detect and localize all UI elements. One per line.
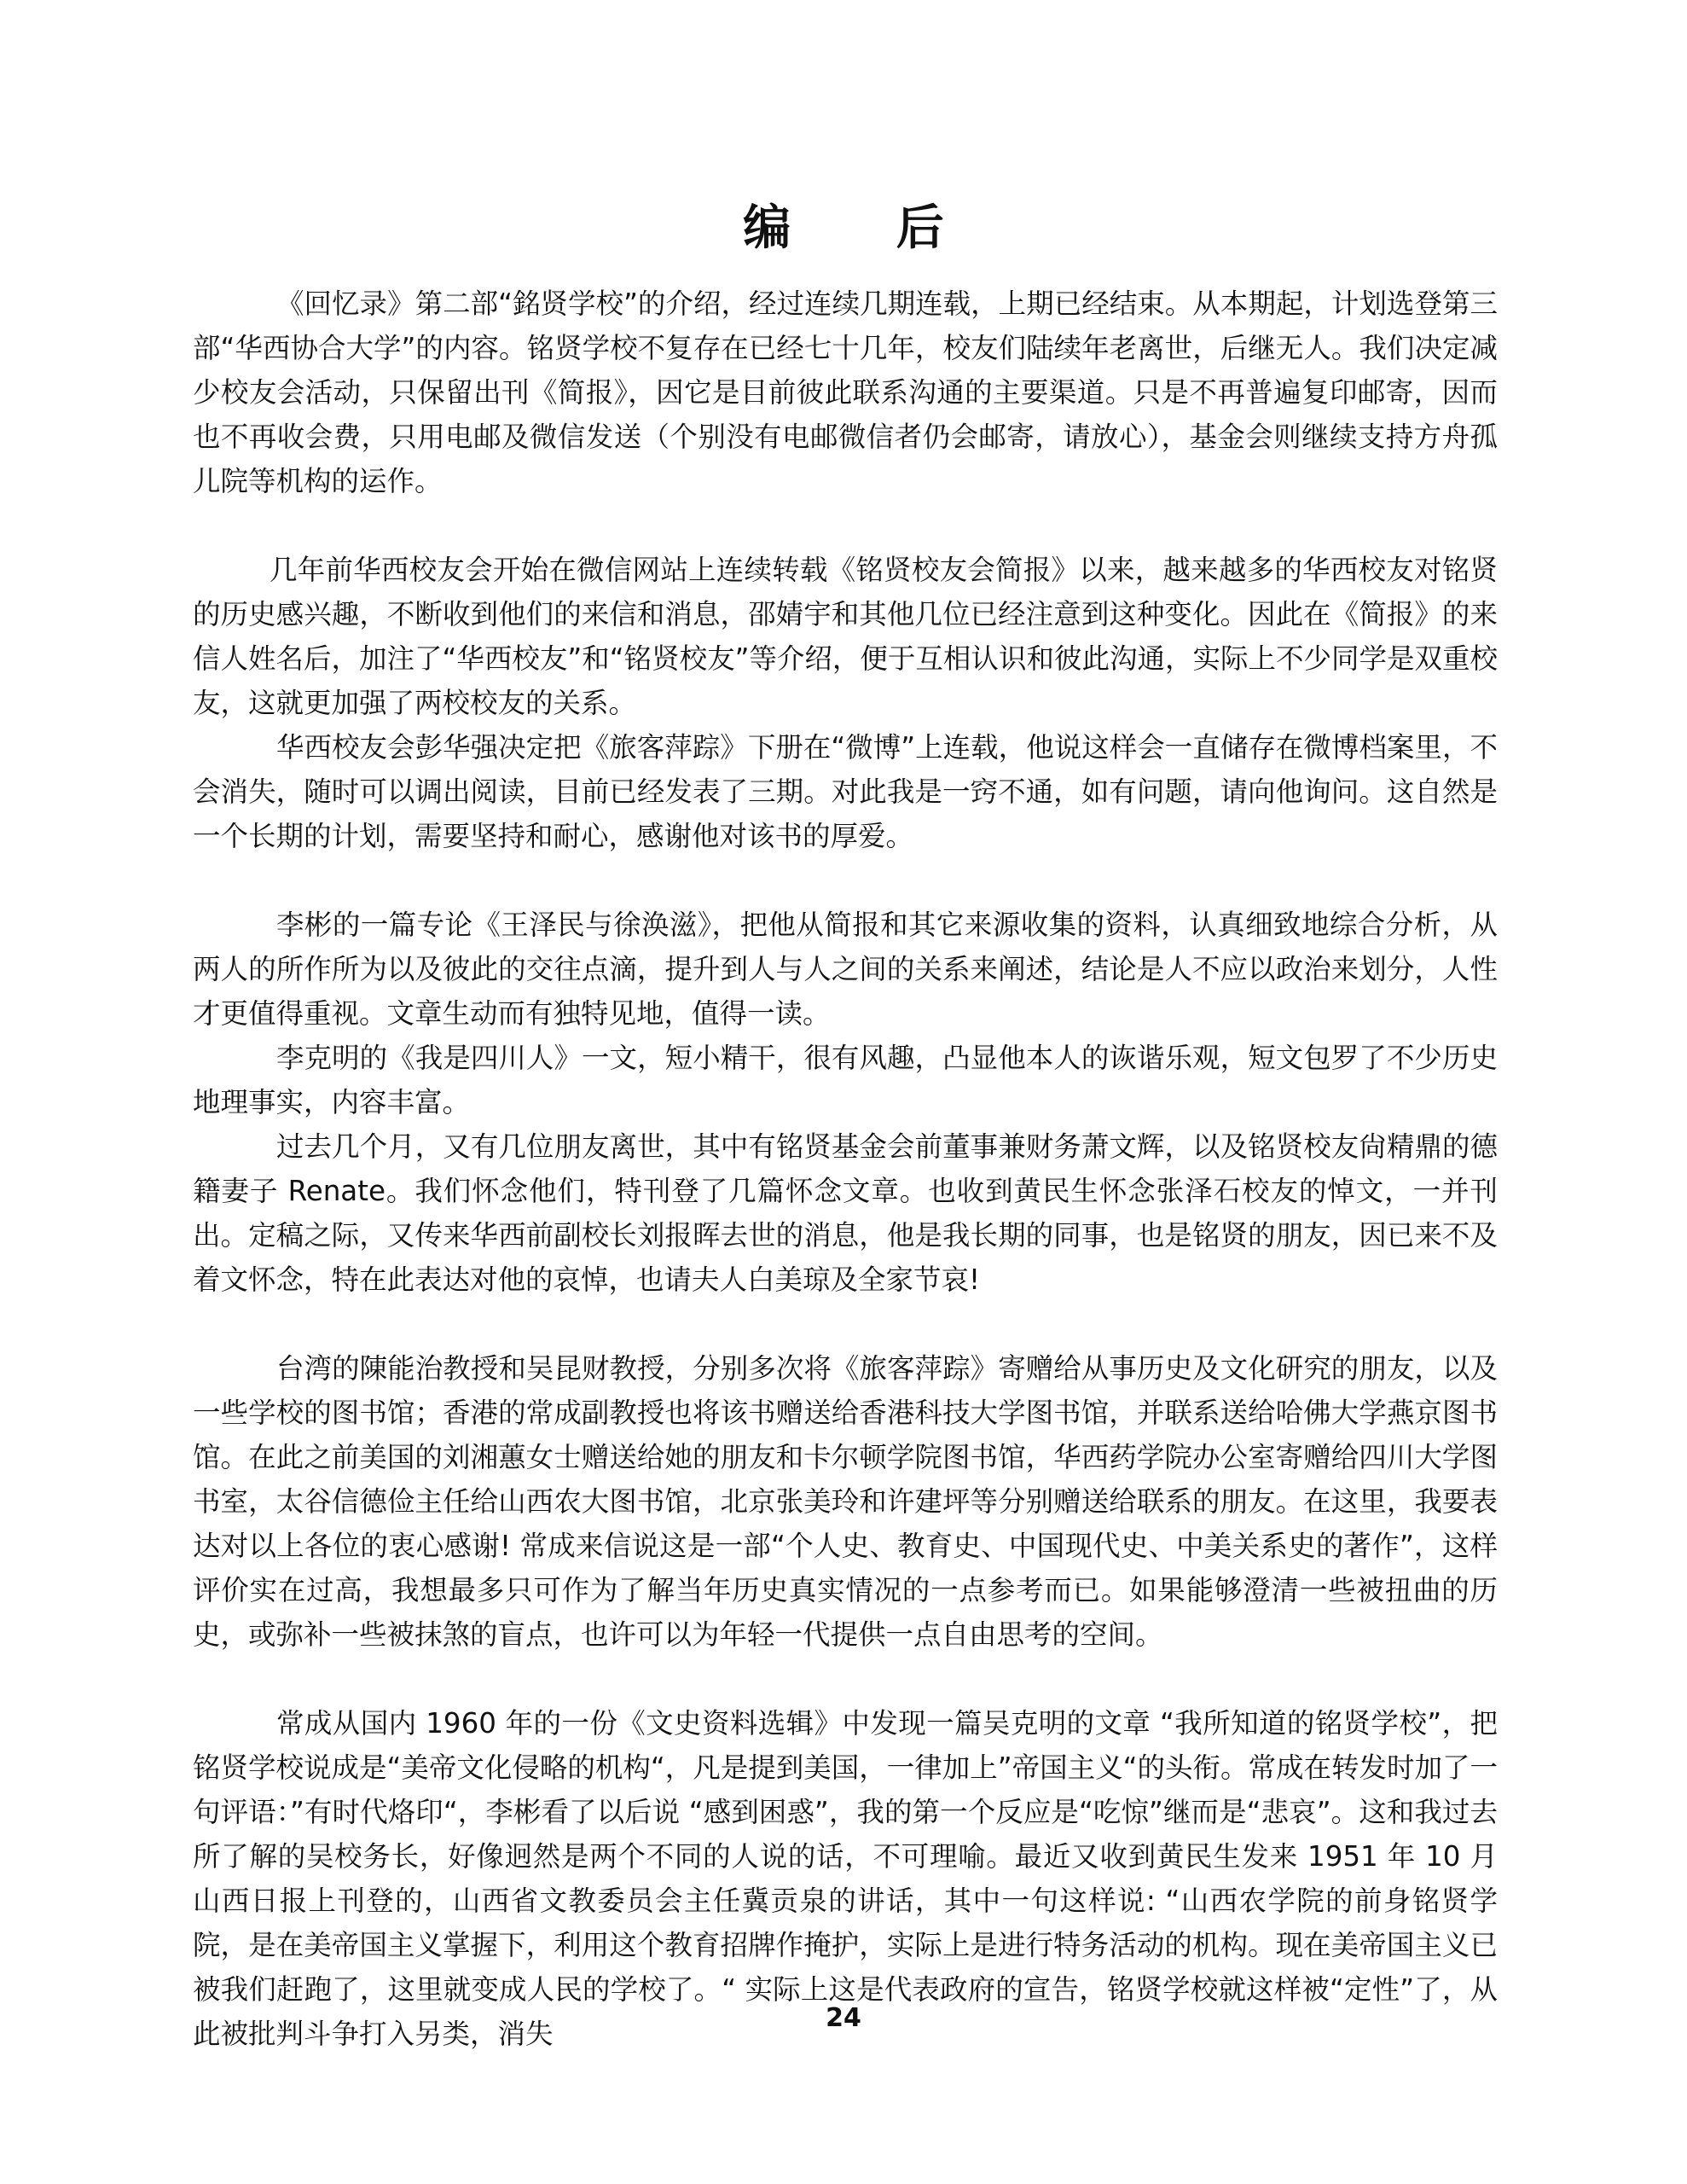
paragraph-gap	[193, 1302, 1498, 1346]
paragraph: 过去几个月，又有几位朋友离世，其中有铭贤基金会前董事兼财务萧文辉，以及铭贤校友尙精鼎的德籍妻子 Renate。我们怀念他们，特刊登了几篇怀念文章。也收到黄民生怀念张泽石校友的悼文，一并刊出。定稿之际，又传来华西前副校长刘报晖去世的消息，他是我长期的同事，也是铭贤的朋友，因已来不及着文怀念，特在此表达对他的哀悼，也请夫人白美琼及全家节哀!	[193, 1130, 1498, 1296]
article-body	[193, 282, 1498, 2056]
paragraph: 常成从国内 1960 年的一份《文史资料选辑》中发现一篇吴克明的文章 “我所知道的铭贤学校”，把铭贤学校说成是“美帝文化侵略的机构“，凡是提到美国，一律加上”帝国主义“的头衔。常成在转发时加了一句评语：”有时代烙印“，李彬看了以后说 “感到困惑”，我的第一个反应是“吃惊”继而是“悲哀”。这和我过去所了解的吴校务长，好像迥然是两个不同的人说的话，不可理喻。最近又收到黄民生发来 1951 年 10 月山西日报上刊登的，山西省文教委员会主任冀贡泉的讲话，其中一句这样说: “山西农学院的前身铭贤学院，是在美帝国主义掌握下，利用这个教育招牌作掩护，实际上是进行特务活动的机构。现在美帝国主义已被我们赶跑了，这里就变成人民的学校了。“ 实际上这是代表政府的宣告，铭贤学校就这样被“定性”了，从此被批判斗争打入另类，消失	[193, 1707, 1498, 2050]
paragraph: 李彬的一篇专论《王泽民与徐涣滋》，把他从简报和其它来源收集的资料，认真细致地综合分析，从两人的所作所为以及彼此的交往点滴，提升到人与人之间的关系来阐述，结论是人不应以政治来划分，人性才更值得重视。文章生动而有独特见地，值得一读。	[193, 909, 1498, 1030]
paragraph: 台湾的陳能治教授和吴昆财教授，分别多次将《旅客萍踪》寄赠给从事历史及文化研究的朋友，以及一些学校的图书馆；香港的常成副教授也将该书赠送给香港科技大学图书馆，并联系送给哈佛大学燕京图书馆。在此之前美国的刘湘蕙女士赠送给她的朋友和卡尔顿学院图书馆，华西药学院办公室寄赠给四川大学图书室，太谷信德俭主任给山西农大图书馆，北京张美玲和许建坪等分别赠送给联系的朋友。在这里，我要表达对以上各位的衷心感谢! 常成来信说这是一部“个人史、教育史、中国现代史、中美关系史的著作”，这样评价实在过高，我想最多只可作为了解当年历史真实情况的一点参考而已。如果能够澄清一些被扭曲的历史，或弥补一些被抹煞的盲点，也许可以为年轻一代提供一点自由思考的空间。	[193, 1352, 1498, 1651]
paragraph-gap	[193, 1657, 1498, 1701]
paragraph: 《回忆录》第二部“銘贤学校”的介绍，经过连续几期连载，上期已经结束。从本期起，计划选登第三部“华西协合大学”的内容。铭贤学校不复存在已经七十几年，校友们陆续年老离世，后继无人。我们决定减少校友会活动，只保留出刊《简报》，因它是目前彼此联系沟通的主要渠道。只是不再普遍复印邮寄，因而也不再收会费，只用电邮及微信发送（个别没有电邮微信者仍会邮寄，请放心），基金会则继续支持方舟孤儿院等机构的运作。	[193, 288, 1498, 497]
paragraph: 几年前华西校友会开始在微信网站上连续转载《铭贤校友会简报》以来，越来越多的华西校友对铭贤的历史感兴趣，不断收到他们的来信和消息，邵婧宇和其他几位已经注意到这种变化。因此在《简报》的来信人姓名后，加注了“华西校友”和“铭贤校友”等介绍，便于互相认识和彼此沟通，实际上不少同学是双重校友，这就更加强了两校校友的关系。	[193, 554, 1498, 719]
page-number: 24	[826, 2003, 861, 2033]
paragraph: 李克明的《我是四川人》一文，短小精干，很有风趣，凸显他本人的诙谐乐观，短文包罗了不少历史地理事实，内容丰富。	[193, 1042, 1498, 1118]
page-title: 编 后	[743, 200, 988, 256]
paragraph: 华西校友会彭华强决定把《旅客萍踪》下册在“微博”上连载，他说这样会一直储存在微博档案里，不会消失，随时可以调出阅读，目前已经发表了三期。对此我是一窍不通，如有问题，请向他询问。这自然是一个长期的计划，需要坚持和耐心，感谢他对该书的厚爱。	[193, 731, 1498, 852]
paragraph-gap	[193, 858, 1498, 903]
paragraph-gap	[193, 503, 1498, 548]
